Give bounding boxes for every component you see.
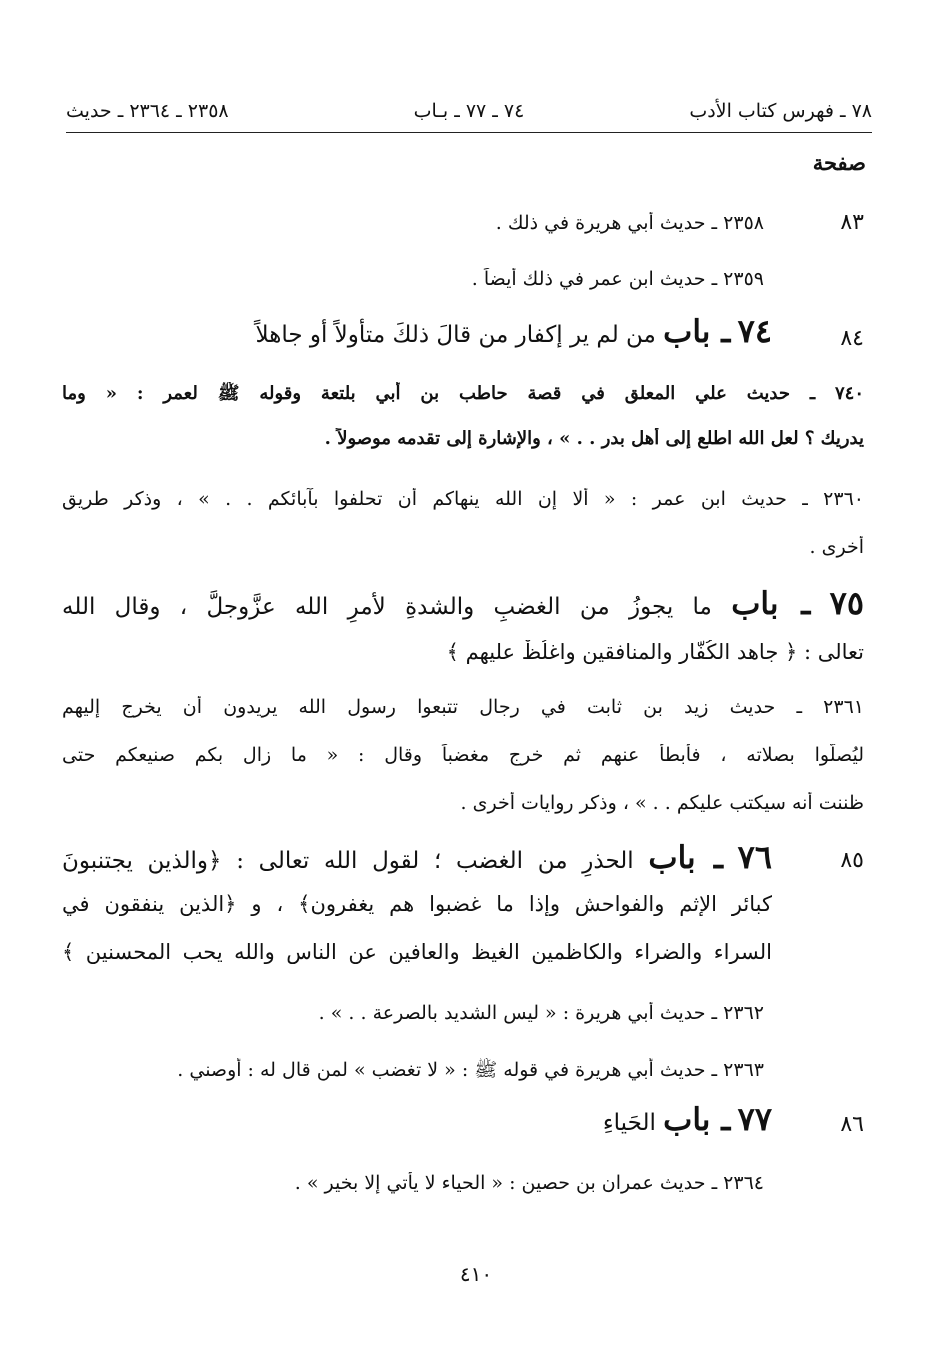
entry-2360-line-2: أخرى . [809,536,864,558]
entry-2363: ٢٣٦٣ ـ حديث أبي هريرة في قوله ﷺ : « لا تغضب » لمن قال له : أوصني . [177,1059,764,1081]
chapter-76-heading-line-3: السراء والضراء والكاظمين الغيظ والعافين عن الناس والله يحب المحسنين ﴾ [62,940,772,964]
chapter-title: ما يجوزُ من الغضبِ والشدةِ لأمرِ الله عزَّوجلَّ ، وقال الله [62,594,712,620]
page-number: ٤١٠ [459,1262,493,1286]
entry-2361-line-1: ٢٣٦١ ـ حديث زيد بن ثابت في رجال تتبعوا رسول الله يريدون أن يخرج إليهم [62,696,864,718]
chapter-76-heading-line-2: كبائر الإثم والفواحش وإذا ما غضبوا هم يغفرون﴾ ، و ﴿الذين ينفقون في [62,892,772,916]
entry-2361-line-2: ليُصلّوا بصلاته ، فأبطأ عنهم ثم خرج مغضباً وقال : « ما زال بكم صنيعكم حتى [62,744,864,766]
chapter-75-heading-line-2: تعالى : ﴿ جاهد الكُفّار والمنافقين واغلُظْ عليهم ﴾ [446,640,864,664]
chapter-title: الحَياءِ [602,1110,656,1136]
header-hadith-range: ٢٣٥٨ ـ ٢٣٦٤ ـ حديث [66,100,229,122]
chapter-title: الحذرِ من الغضب ؛ لقول الله تعالى : ﴿والذين يجتنبونَ [62,848,634,874]
page-ref-85: ٨٥ [840,848,864,873]
entry-2358: ٢٣٥٨ ـ حديث أبي هريرة في ذلك . [495,212,764,234]
page-column-label: صفحة [812,150,866,175]
chapter-number: ٧٦ [737,838,772,876]
chapter-74-heading [66,312,772,362]
page-ref-83: ٨٣ [840,210,864,235]
chapter-word: ـ باب [648,840,723,876]
chapter-76-heading-line-1 [62,838,772,888]
header-divider [66,132,872,133]
header-chapter: ٧٨ ـ فهرس كتاب الأدب [689,100,872,122]
entry-2359: ٢٣٥٩ ـ حديث ابن عمر في ذلك أيضاً . [471,268,764,290]
chapter-number: ٧٤ [737,312,772,350]
chapter-title: من لم ير إكفار من قالَ ذلكَ متأولاً أو جاهلاً [255,322,656,348]
entry-2361-line-3: ظننت أنه سيكتب عليكم . . » ، وذكر روايات أخرى . [460,792,864,814]
page-ref-86: ٨٦ [840,1112,864,1137]
chapter-77-heading [66,1100,772,1150]
page-ref-84: ٨٤ [840,326,864,351]
chapter-word: ـ باب [663,314,731,350]
header-chapters-range: ٧٤ ـ ٧٧ ـ بـاب [413,100,525,122]
chapter-75-heading-line-1 [62,584,864,632]
entry-740-line-1: ٧٤٠ ـ حديث علي المعلق في قصة حاطب بن أبي بلتعة وقوله ﷺ لعمر : « وما [62,383,864,404]
running-header [66,100,872,134]
entry-2360-line-1: ٢٣٦٠ ـ حديث ابن عمر : « ألا إن الله ينهاكم أن تحلفوا بآبائكم . . » ، وذكر طريق [62,488,864,510]
chapter-number: ٧٥ [829,584,864,622]
chapter-word: ـ باب [731,586,811,622]
entry-2362: ٢٣٦٢ ـ حديث أبي هريرة : « ليس الشديد بالصرعة . . » . [318,1002,764,1024]
chapter-word: ـ باب [663,1102,731,1138]
entry-740-line-2: يدريك ؟ لعل الله اطلع إلى أهل بدر . . » ، والإشارة إلى تقدمه موصولاً . [324,428,864,449]
chapter-number: ٧٧ [737,1100,772,1138]
entry-2364: ٢٣٦٤ ـ حديث عمران بن حصين : « الحياء لا يأتي إلا بخير » . [294,1172,764,1194]
